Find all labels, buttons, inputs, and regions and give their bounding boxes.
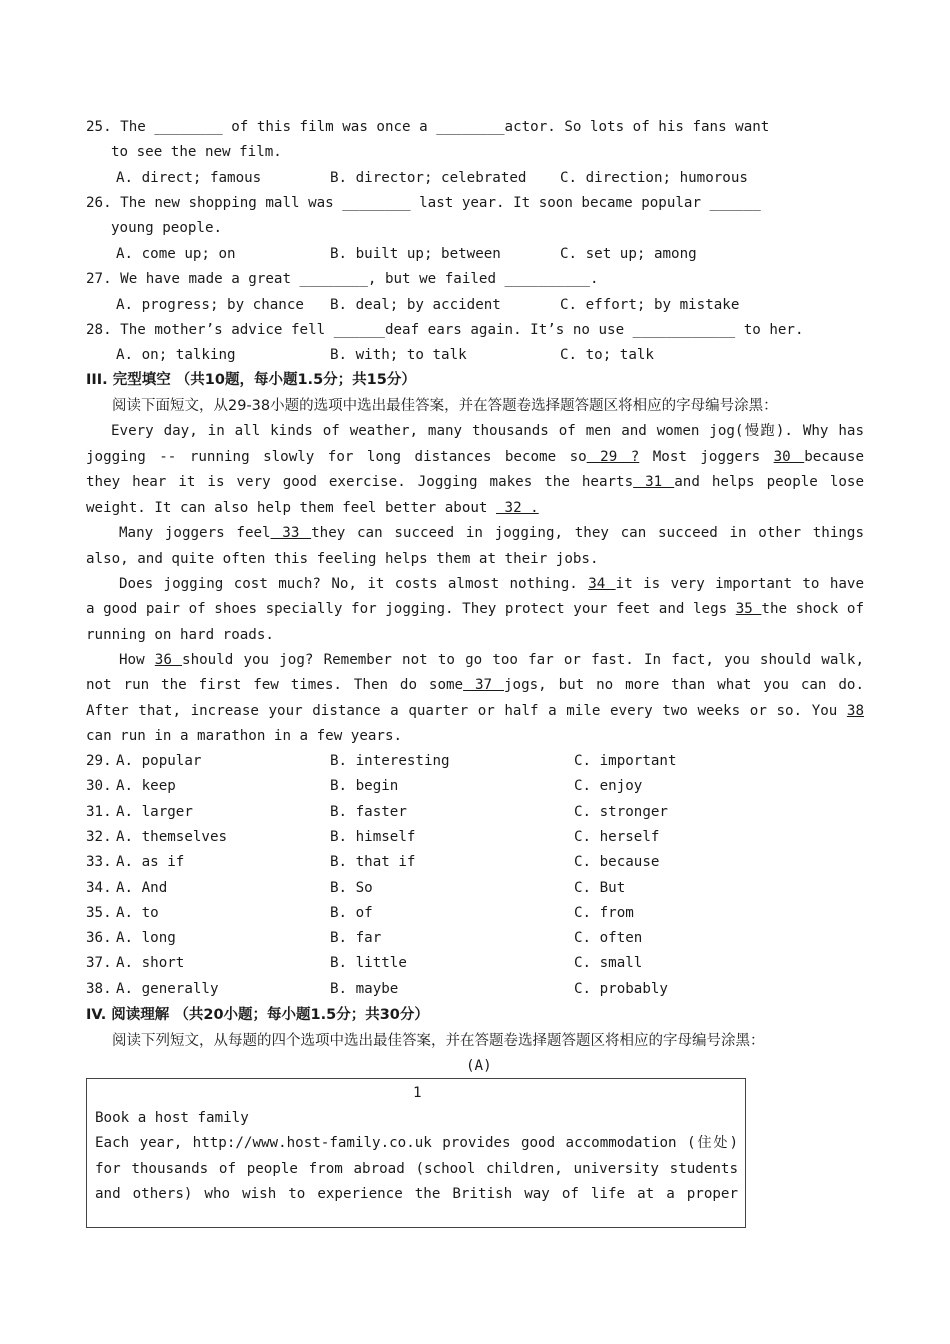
q26-option-b: B. built up; between bbox=[330, 246, 501, 262]
q27-stem: 27. We have made a great ________, but we failed __________. bbox=[86, 271, 599, 287]
section3-instruction: 阅读下面短文，从29-38小题的选项中选出最佳答案，并在答题卷选择题答题区将相应的字母编号涂黑： bbox=[112, 398, 778, 414]
q26-stem: 26. The new shopping mall was ________ last year. It soon became popular ______ bbox=[86, 195, 761, 211]
cloze-p1-line3: they hear it is very good exercise. Jogging makes the hearts 31 and helps people lose bbox=[86, 474, 864, 490]
box-title: Book a host family bbox=[95, 1110, 249, 1126]
q25-stem: 25. The ________ of this film was once a ________actor. So lots of his fans want bbox=[86, 119, 770, 135]
q28-option-a: A. on; talking bbox=[116, 347, 236, 363]
option-c: C. from bbox=[574, 905, 634, 921]
option-a: A. to bbox=[116, 905, 159, 921]
cloze-p4-line1: How 36 should you jog? Remember not to go too far or fast. In fact, you should walk, bbox=[119, 652, 865, 668]
blank-36: 36 bbox=[154, 652, 183, 668]
option-b: B. of bbox=[330, 905, 373, 921]
option-b: B. So bbox=[330, 880, 373, 896]
option-number: 36. bbox=[86, 930, 112, 946]
blank-35: 35 bbox=[735, 601, 762, 617]
q27-option-c: C. effort; by mistake bbox=[560, 297, 740, 313]
blank-29: 29 ? bbox=[586, 449, 640, 465]
option-a: A. long bbox=[116, 930, 176, 946]
q26-option-a: A. come up; on bbox=[116, 246, 236, 262]
option-b: B. that if bbox=[330, 854, 416, 870]
q28-option-c: C. to; talk bbox=[560, 347, 654, 363]
cloze-p1-line2: jogging -- running slowly for long distances become so 29 ? Most joggers 30 because bbox=[86, 449, 864, 465]
option-number: 38. bbox=[86, 981, 112, 997]
option-c: C. small bbox=[574, 955, 643, 971]
q28-stem: 28. The mother’s advice fell ______deaf ears again. It’s no use ____________ to her. bbox=[86, 322, 804, 338]
q25-option-a: A. direct; famous bbox=[116, 170, 262, 186]
option-c: C. important bbox=[574, 753, 677, 769]
q25-option-c: C. direction; humorous bbox=[560, 170, 748, 186]
q27-option-b: B. deal; by accident bbox=[330, 297, 501, 313]
option-c: C. enjoy bbox=[574, 778, 643, 794]
option-c: C. probably bbox=[574, 981, 668, 997]
blank-32: 32 . bbox=[496, 500, 539, 516]
option-number: 33. bbox=[86, 854, 112, 870]
blank-37: 37 bbox=[463, 677, 504, 693]
option-number: 32. bbox=[86, 829, 112, 845]
option-b: B. begin bbox=[330, 778, 399, 794]
option-c: C. herself bbox=[574, 829, 660, 845]
option-number: 34. bbox=[86, 880, 112, 896]
box-line-3: and others) who wish to experience the British way of life at a proper bbox=[95, 1186, 738, 1202]
option-b: B. little bbox=[330, 955, 407, 971]
q26-stem-cont: young people. bbox=[111, 220, 223, 236]
cloze-p3-line3: running on hard roads. bbox=[86, 627, 274, 643]
q25-stem-cont: to see the new film. bbox=[111, 144, 282, 160]
option-number: 35. bbox=[86, 905, 112, 921]
blank-34: 34 bbox=[588, 576, 616, 592]
option-a: A. themselves bbox=[116, 829, 228, 845]
option-c: C. But bbox=[574, 880, 626, 896]
option-number: 37. bbox=[86, 955, 112, 971]
q28-option-b: B. with; to talk bbox=[330, 347, 467, 363]
cloze-p1-line1: Every day, in all kinds of weather, many thousands of men and women jog(慢跑). Why has bbox=[111, 423, 864, 439]
cloze-p4-line3: After that, increase your distance a quarter or half a mile every two weeks or so. You 38 bbox=[86, 703, 864, 719]
option-number: 29. bbox=[86, 753, 112, 769]
option-b: B. faster bbox=[330, 804, 407, 820]
option-a: A. And bbox=[116, 880, 168, 896]
box-line-2: for thousands of people from abroad (school children, university students bbox=[95, 1161, 738, 1177]
option-b: B. interesting bbox=[330, 753, 450, 769]
blank-33: 33 bbox=[270, 525, 312, 541]
option-a: A. short bbox=[116, 955, 185, 971]
cloze-p1-line4: weight. It can also help them feel better about 32 . bbox=[86, 500, 539, 516]
q25-option-b: B. director; celebrated bbox=[330, 170, 527, 186]
box-line-1: Each year, http://www.host-family.co.uk provides good accommodation (住处) bbox=[95, 1135, 738, 1151]
option-b: B. himself bbox=[330, 829, 416, 845]
blank-31: 31 bbox=[633, 474, 675, 490]
option-c: C. stronger bbox=[574, 804, 668, 820]
q26-option-c: C. set up; among bbox=[560, 246, 697, 262]
option-a: A. as if bbox=[116, 854, 185, 870]
option-a: A. generally bbox=[116, 981, 219, 997]
passage-label: (A) bbox=[466, 1058, 492, 1074]
blank-38: 38 bbox=[846, 703, 864, 719]
option-a: A. larger bbox=[116, 804, 193, 820]
q27-option-a: A. progress; by chance bbox=[116, 297, 304, 313]
option-c: C. often bbox=[574, 930, 643, 946]
cloze-p3-line2: a good pair of shoes specially for jogging. They protect your feet and legs 35 the shock of bbox=[86, 601, 865, 617]
passage-a-box bbox=[86, 1078, 746, 1228]
section3-heading: III. 完型填空 （共10题，每小题1.5分；共15分） bbox=[86, 372, 416, 388]
cloze-p2-line1: Many joggers feel 33 they can succeed in jogging, they can succeed in other things bbox=[119, 525, 864, 541]
option-c: C. because bbox=[574, 854, 660, 870]
cloze-p3-line1: Does jogging cost much? No, it costs almost nothing. 34 it is very important to have bbox=[119, 576, 864, 592]
box-number: 1 bbox=[413, 1085, 422, 1101]
section4-heading: IV. 阅读理解 （共20小题；每小题1.5分；共30分） bbox=[86, 1007, 429, 1023]
option-b: B. maybe bbox=[330, 981, 399, 997]
cloze-p2-line2: also, and quite often this feeling helps them at their jobs. bbox=[86, 551, 599, 567]
option-a: A. popular bbox=[116, 753, 202, 769]
option-number: 30. bbox=[86, 778, 112, 794]
cloze-p4-line2: not run the first few times. Then do some 37 jogs, but no more than what you can do. bbox=[86, 677, 864, 693]
option-a: A. keep bbox=[116, 778, 176, 794]
section4-instruction: 阅读下列短文，从每题的四个选项中选出最佳答案，并在答题卷选择题答题区将相应的字母编号涂黑： bbox=[112, 1033, 765, 1049]
option-b: B. far bbox=[330, 930, 382, 946]
blank-30: 30 bbox=[773, 449, 805, 465]
cloze-p4-line4: can run in a marathon in a few years. bbox=[86, 728, 403, 744]
option-number: 31. bbox=[86, 804, 112, 820]
